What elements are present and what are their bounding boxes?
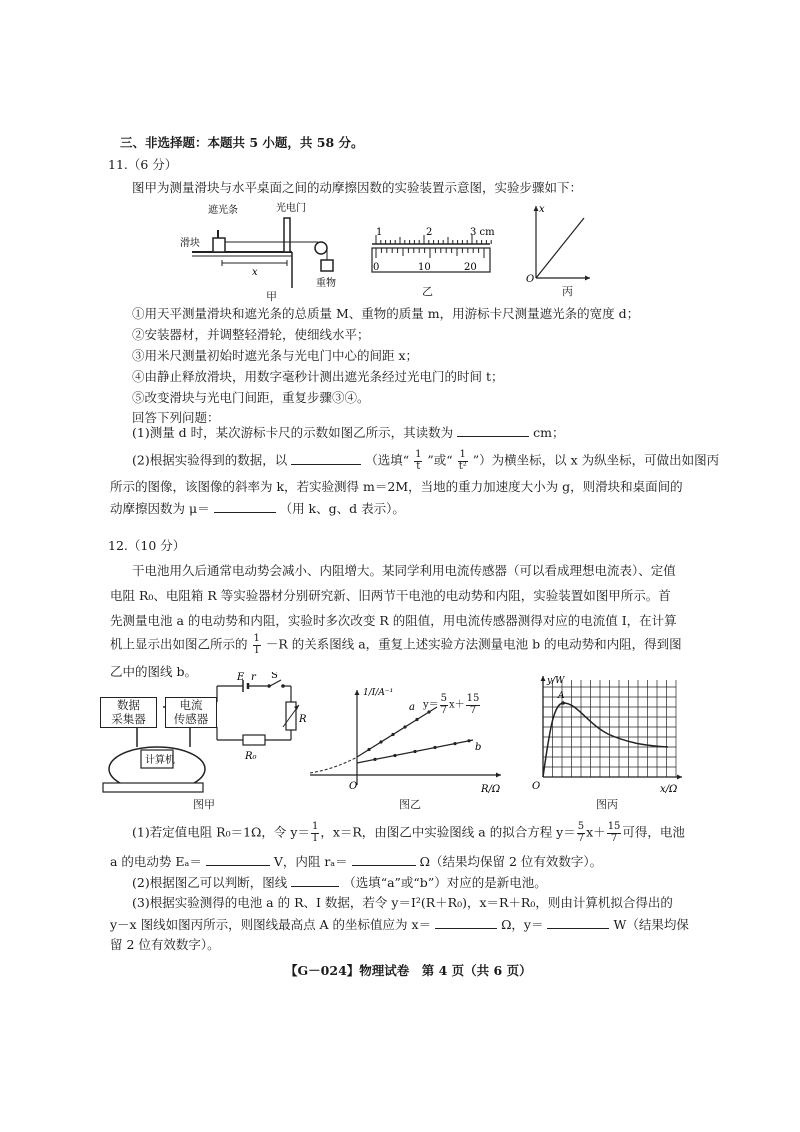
q12-header: 12.（10 分）	[108, 538, 186, 553]
page-footer: 【G－024】物理试卷 第 4 页（共 6 页）	[285, 963, 532, 978]
vernier-scale-ticks	[376, 248, 484, 258]
q12-caption-yi: 图乙	[399, 798, 421, 811]
q12-para4-a: 机上显示出如图乙所示的	[110, 636, 248, 652]
q11-part2-text-c: ”或“	[427, 452, 453, 468]
fit-eq-mid: x＋	[449, 699, 465, 711]
q11-part1	[132, 424, 564, 440]
label-zheguangtiao: 遮光条	[208, 205, 238, 216]
data-collector-box	[100, 697, 157, 728]
q11-part1-text: (1)测量 d 时，某次游标卡尺的示数如图乙所示，其读数为	[132, 425, 454, 440]
q12-para5: 乙中的图线 b。	[110, 664, 197, 679]
q12-para1: 干电池用久后通常电动势会减小、内阻增大。某同学利用电流传感器（可以看成理想电流表）、定值	[132, 563, 676, 578]
internal-resistance-blank[interactable]	[352, 853, 416, 866]
q11-caption-bing: 丙	[562, 285, 573, 298]
q12-sub3-line2-a: y－x 图线如图丙所示，则图线最高点 A 的坐标值应为 x＝	[110, 917, 432, 932]
weight-block	[321, 260, 333, 271]
data-collector-line2: 采集器	[111, 712, 146, 727]
x-line	[536, 218, 584, 278]
data-collector-line1: 数据	[117, 698, 140, 712]
current-sensor-line2: 传感器	[173, 712, 209, 727]
q12-sub1-a: (1)若定值电阻 R₀＝1Ω，令 y＝	[132, 824, 310, 840]
q12-sub1-line2-a: a 的电动势 Eₐ＝	[110, 854, 202, 869]
q11-step-4: ④由静止释放滑块，用数字毫秒计测出遮光条经过光电门的时间 t；	[132, 369, 504, 384]
fraction-1-over-I: $\frac{1}{I}$	[253, 633, 260, 656]
point-A	[561, 701, 565, 705]
q12-figure-bing	[528, 672, 688, 798]
q12-para4-b: －R 的关系图线 a，重复上述实验方法测量电池 b 的电动势和内阻，得到图	[265, 636, 682, 652]
q11-part2-line1	[132, 450, 719, 472]
main-tick-label-1: 1	[376, 227, 383, 238]
q11-caption-yi: 乙	[422, 285, 433, 298]
slider-block	[213, 238, 225, 252]
xlabel: x/Ω	[660, 784, 678, 795]
label-guangdianmen: 光电门	[276, 203, 306, 214]
pulley	[315, 242, 327, 254]
q11-step-1: ①用天平测量滑块和遮光条的总质量 M、重物的质量 m，用游标卡尺测量遮光条的宽度 d；	[132, 306, 640, 321]
q11-header: 11.（6 分）	[108, 157, 178, 172]
q12-sub2	[132, 874, 547, 890]
q11-part2-text-a: (2)根据实验得到的数据，以	[132, 452, 288, 468]
q11-part1-unit: cm；	[533, 425, 565, 440]
computer-base	[103, 783, 203, 792]
q12-sub1-c: x＋	[586, 824, 606, 840]
main-tick-label-3: 3 cm	[470, 227, 495, 238]
xlabel: R/Ω	[481, 784, 501, 795]
q11-figure-yi	[362, 222, 502, 284]
vernier-tick-label-10: 10	[418, 262, 431, 273]
q12-sub3-line2-b: Ω，y＝	[501, 917, 544, 932]
q12-sub3-line2-c: W（结果均保	[613, 917, 689, 932]
new-battery-blank[interactable]	[291, 874, 339, 887]
origin-label: O	[349, 781, 358, 792]
q12-sub1-line1	[132, 822, 685, 844]
q11-figure-bing	[522, 200, 592, 282]
label-zhongwu: 重物	[316, 278, 336, 289]
line-b-label: b	[475, 742, 482, 753]
fraction-15-over-7: $\frac{15}{7}$	[607, 821, 621, 844]
fit-equation-label	[423, 694, 481, 716]
origin-label: O	[532, 781, 541, 792]
fraction-5-over-7: $\frac{5}{7}$	[577, 821, 585, 844]
q11-part2-line3-b: （用 k、g、d 表示）。	[279, 501, 405, 516]
q11-part2-text-b: （选填“	[365, 452, 410, 468]
label-R: R	[299, 714, 307, 725]
q11-part2-text-d: ”）为横坐标，以 x 为纵坐标，可做出如图丙	[472, 452, 720, 468]
ylabel: y/W	[547, 676, 565, 686]
q12-para4	[110, 634, 682, 656]
q12-sub1-line2	[110, 853, 602, 869]
q11-part2-blank1[interactable]	[291, 452, 361, 465]
q12-sub3-line3: 留 2 位有效数字）。	[110, 937, 220, 952]
q12-para2: 电阻 R₀、电阻箱 R 等实验器材分别研究新、旧两节干电池的电动势和内阻，实验装置如图甲所示。首	[110, 588, 671, 603]
fraction-1-over-t2: $\frac{1}{\text{t²}}$	[458, 449, 467, 472]
q12-sub1-d: 可得，电池	[622, 824, 685, 840]
fraction-1-over-I-2: $\frac{1}{I}$	[311, 821, 319, 844]
fraction-1-over-t: $\frac{1}{t}$	[415, 449, 422, 472]
point-A-y-blank[interactable]	[547, 916, 609, 929]
q12-para3: 先测量电池 a 的电动势和内阻，实验时多次改变 R 的阻值，用电流传感器测得对应的电流值 I，在计算	[110, 613, 677, 628]
q11-part2-blank2[interactable]	[214, 500, 276, 513]
resistor-R0	[243, 735, 265, 745]
line-a-label: a	[409, 702, 415, 713]
q12-caption-bing: 图丙	[596, 798, 618, 811]
label-x: x	[252, 267, 258, 278]
label-r: r	[251, 672, 256, 683]
q11-step-2: ②安装器材，并调整轻滑轮，使细线水平；	[132, 327, 370, 342]
current-sensor-box	[165, 697, 217, 728]
ylabel: 1/I/A⁻¹	[363, 688, 394, 698]
vernier-tick-label-0: 0	[373, 262, 380, 273]
q12-caption-jia: 图甲	[193, 798, 215, 811]
current-sensor-line1: 电流	[179, 698, 203, 712]
q11-part2-line3	[110, 500, 405, 516]
fit-eq-prefix: y＝	[423, 699, 439, 711]
q11-answer-prompt: 回答下列问题：	[132, 410, 220, 425]
q11-figure-jia	[180, 200, 350, 292]
q12-figure-jia	[95, 672, 310, 797]
q11-part2-line2: 所示的图像，该图像的斜率为 k，若实验测得 m＝2M，当地的重力加速度大小为 g，则滑块和桌面间的	[110, 479, 683, 494]
q11-caption-jia: 甲	[266, 290, 277, 303]
q12-sub1-line2-b: V，内阻 rₐ＝	[273, 854, 348, 869]
q11-intro: 图甲为测量滑块与水平桌面之间的动摩擦因数的实验装置示意图，实验步骤如下：	[132, 180, 583, 195]
section-title: 三、非选择题：本题共 5 小题，共 58 分。	[120, 135, 364, 150]
q11-part1-blank[interactable]	[457, 424, 529, 437]
q12-sub2-b: （选填“a”或“b”）对应的是新电池。	[343, 875, 547, 890]
vernier-tick-label-20: 20	[464, 262, 477, 273]
q12-sub3-line1: (3)根据实验测得的电池 a 的 R、I 数据，若令 y＝I²(R＋R₀)，x＝R＋R₀，则由计算机拟合得出的	[132, 895, 673, 910]
main-tick-label-2: 2	[426, 227, 433, 238]
q12-sub1-b: ，x＝R，由图乙中实验图线 a 的拟合方程 y＝	[320, 824, 576, 840]
fit-eq-frac1: $\frac{5}{7}$	[440, 693, 448, 716]
fit-eq-frac2: $\frac{15}{7}$	[466, 693, 480, 716]
label-huakuai: 滑块	[180, 238, 200, 249]
q11-step-5: ⑤改变滑块与光电门间距，重复步骤③④。	[132, 390, 370, 405]
label-R0: R₀	[245, 751, 257, 762]
point-A-label: A	[558, 691, 565, 701]
q11-step-3: ③用米尺测量初始时遮光条与光电门中心的间距 x；	[132, 348, 419, 363]
q12-sub1-line2-c: Ω（结果均保留 2 位有效数字）。	[419, 854, 603, 869]
q12-sub2-a: (2)根据图乙可以判断，图线	[132, 875, 288, 890]
label-S: S	[271, 672, 278, 681]
origin-label: O	[526, 274, 535, 282]
q12-sub3-line2	[110, 916, 689, 932]
photogate	[284, 218, 290, 252]
ylabel: x	[539, 204, 545, 215]
emf-blank[interactable]	[206, 853, 270, 866]
label-E: E	[237, 672, 245, 683]
q11-part2-line3-a: 动摩擦因数为 μ＝	[110, 501, 210, 516]
point-A-x-blank[interactable]	[435, 916, 497, 929]
computer-label: 计算机	[145, 755, 175, 766]
